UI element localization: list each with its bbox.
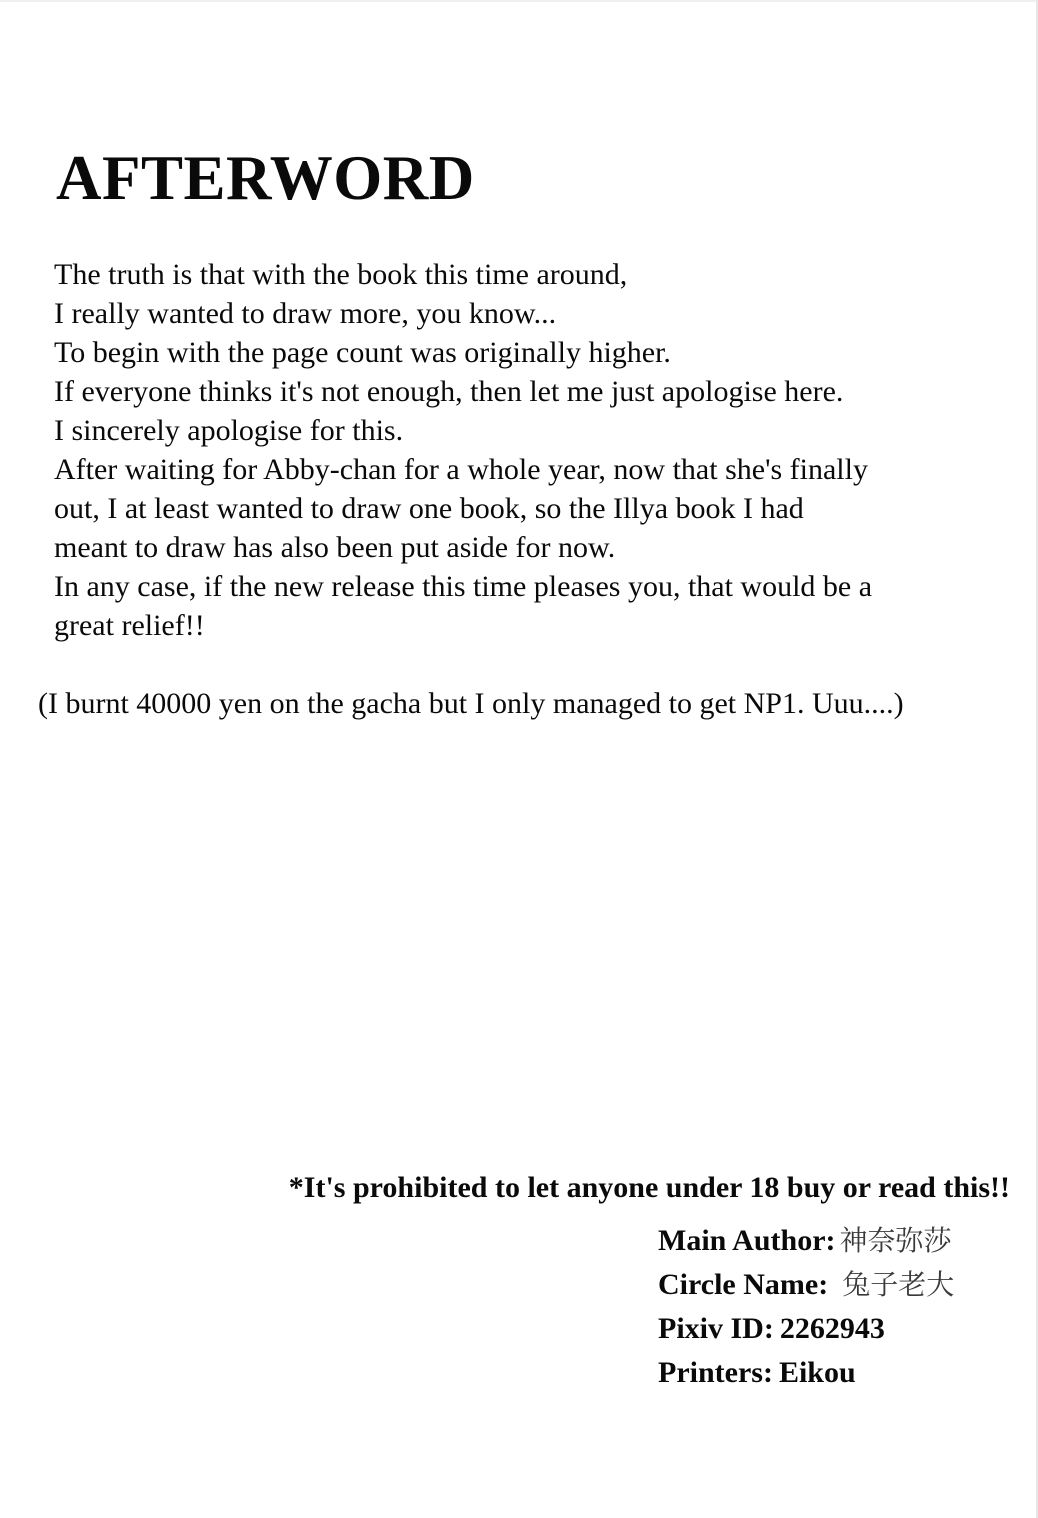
credits-block: [658, 1219, 954, 1395]
credit-main-author: [658, 1219, 954, 1263]
credit-value: 兔子老大: [842, 1268, 955, 1301]
afterword-body: [54, 255, 872, 645]
age-warning: *It's prohibited to let anyone under 18 buy or read this!!: [288, 1171, 1010, 1204]
body-line: In any case, if the new release this time pleases you, that would be a: [54, 570, 873, 603]
body-line: out, I at least wanted to draw one book, so the Illya book I had: [54, 492, 804, 525]
body-line: After waiting for Abby-chan for a whole year, now that she's finally: [54, 453, 868, 486]
body-line: To begin with the page count was originally higher.: [54, 336, 671, 369]
body-line: The truth is that with the book this time around,: [54, 258, 628, 291]
credit-value: 2262943: [779, 1312, 885, 1345]
body-line: great relief!!: [54, 609, 205, 642]
gacha-note: (I burnt 40000 yen on the gacha but I only managed to get NP1. Uuu....): [38, 687, 904, 720]
credit-label: Circle Name:: [658, 1268, 829, 1301]
credit-label: Printers:: [658, 1356, 773, 1389]
credit-circle-name: [658, 1263, 954, 1307]
credit-value: Eikou: [778, 1356, 856, 1389]
credit-value: 神奈弥莎: [839, 1224, 952, 1257]
page-top-edge: [0, 0, 1038, 2]
credit-pixiv-id: [658, 1307, 954, 1351]
body-line: If everyone thinks it's not enough, then let me just apologise here.: [54, 375, 844, 408]
body-line: I sincerely apologise for this.: [54, 414, 404, 447]
credit-label: Pixiv ID:: [658, 1312, 774, 1345]
body-line: I really wanted to draw more, you know...: [54, 297, 557, 330]
credit-printers: [658, 1351, 954, 1395]
credit-label: Main Author:: [658, 1224, 836, 1257]
page-title: AFTERWORD: [56, 143, 475, 213]
body-line: meant to draw has also been put aside for now.: [54, 531, 616, 564]
